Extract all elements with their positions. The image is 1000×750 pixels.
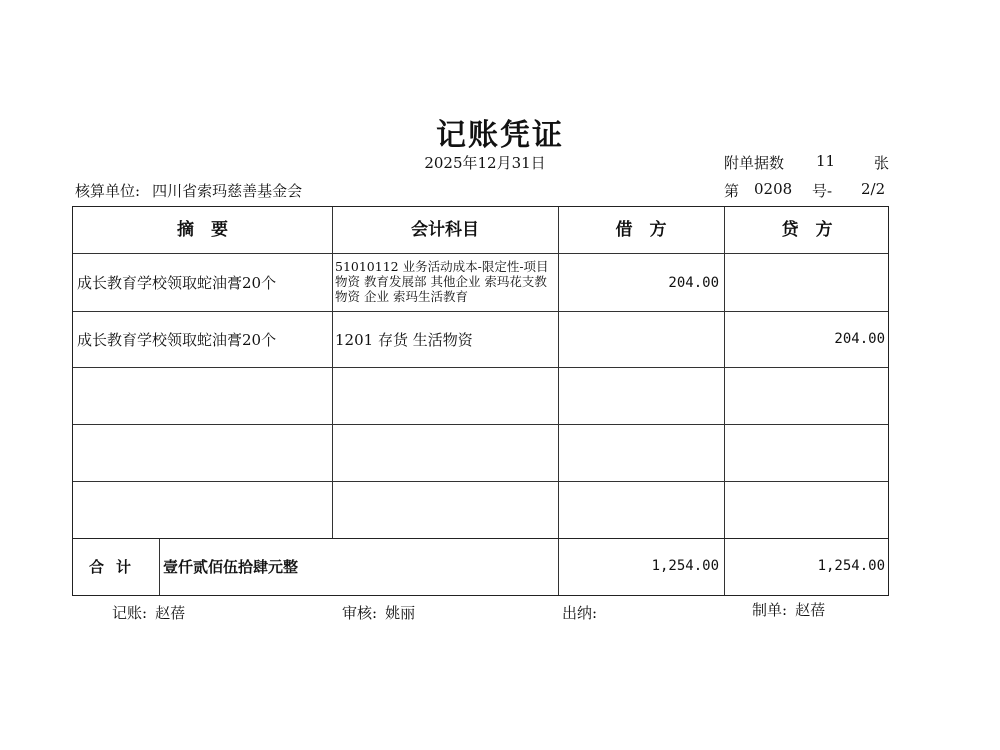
total-debit: 1,254.00 [651,558,719,574]
voucher-number-value: 0208 [754,180,793,198]
row-divider [73,481,888,482]
column-divider [332,207,333,538]
unit-label: 核算单位: [75,182,141,200]
preparer [752,599,825,620]
header-debit: 借 方 [615,220,667,240]
auditor-name: 姚丽 [385,604,416,622]
voucher-date: 2025年12月31日 [424,154,546,172]
unit-name: 四川省索玛慈善基金会 [152,182,303,200]
header-credit: 贷 方 [781,220,833,240]
attachments-unit: 张 [874,154,890,172]
voucher-title: 记账凭证 [436,118,564,153]
voucher-table [72,206,889,538]
column-divider [724,207,725,538]
voucher-page: 2/2 [861,180,886,198]
column-divider [724,539,725,595]
cashier-label: 出纳: [562,604,598,622]
auditor [342,602,415,623]
preparer-name: 赵蓓 [795,601,826,619]
header-summary: 摘 要 [177,220,228,240]
bookkeeper-label: 记账: [112,604,148,622]
row-summary: 成长教育学校领取蛇油膏20个 [77,330,277,349]
table-row [77,311,329,367]
attachments-count: 11 [816,152,836,170]
row-divider [73,424,888,425]
voucher-prefix: 第 [724,182,740,200]
auditor-label: 审核: [342,604,378,622]
column-divider [558,207,559,538]
row-credit: 204.00 [834,331,885,347]
bookkeeper [112,602,185,623]
column-divider [558,539,559,595]
table-row [77,253,329,311]
total-row [72,538,889,596]
row-account: 1201 存货 生活物资 [335,330,473,349]
column-divider [159,539,160,595]
row-account: 51010112 业务活动成本-限定性-项目物资 教育发展部 其他企业 索玛花支教 物资 企业 索玛生活教育 [335,259,549,304]
row-account-cell [335,311,557,367]
accounting-unit [75,180,302,201]
total-credit: 1,254.00 [817,558,885,574]
bookkeeper-name: 赵蓓 [155,604,186,622]
attachments-label: 附单据数 [724,154,785,172]
row-debit: 204.00 [668,275,719,291]
row-divider [73,367,888,368]
voucher-suffix: 号- [812,182,833,200]
row-summary: 成长教育学校领取蛇油膏20个 [77,273,277,292]
preparer-label: 制单: [752,601,788,619]
cashier [562,602,605,623]
total-amount-words: 壹仟贰佰伍拾肆元整 [163,558,299,576]
total-label: 合计 [88,558,143,576]
header-account: 会计科目 [411,220,479,240]
